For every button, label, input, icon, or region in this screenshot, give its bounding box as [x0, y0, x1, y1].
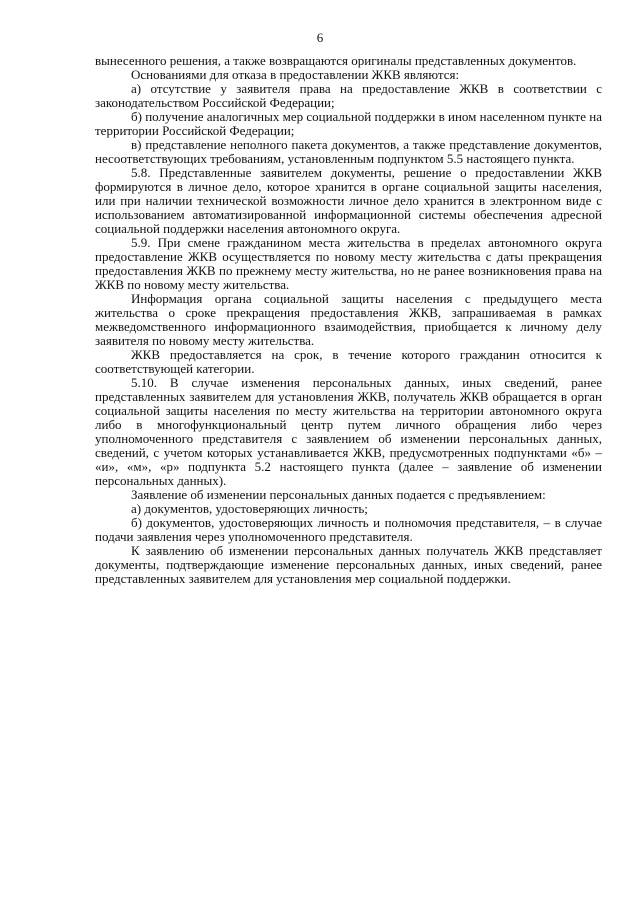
- paragraph: К заявлению об изменении персональных данных получатель ЖКВ представляет документы, подтверждающие изменение персональных данных, иных сведений, ранее представленных заявителем для установления мер социальной поддержки.: [95, 543, 602, 586]
- paragraph: б) получение аналогичных мер социальной поддержки в ином населенном пункте на территории Российской Федерации;: [95, 109, 602, 138]
- paragraph: а) отсутствие у заявителя права на предоставление ЖКВ в соответствии с законодательством Российской Федерации;: [95, 81, 602, 110]
- paragraph: вынесенного решения, а также возвращаются оригиналы представленных документов.: [95, 53, 577, 68]
- paragraph: Основаниями для отказа в предоставлении ЖКВ являются:: [131, 67, 460, 82]
- paragraph: Заявление об изменении персональных данных подается с предъявлением:: [131, 487, 546, 502]
- document-body: [95, 54, 602, 586]
- paragraph: 5.8. Представленные заявителем документы, решение о предоставлении ЖКВ формируются в личное дело, которое хранится в органе социальной защиты населения, или при наличии технической возможности личное дело хранится в электронном виде с использованием автоматизированной информационной системы обеспечения адресной социальной поддержки населения автономного округа.: [95, 165, 602, 236]
- paragraph: Информация органа социальной защиты населения с предыдущего места жительства о сроке прекращения предоставления ЖКВ, запрашиваемая в рамках межведомственного информационного взаимодействия, приобщается к личному делу заявителя по новому месту жительства.: [95, 291, 602, 348]
- paragraph: в) представление неполного пакета документов, а также представление документов, несоответствующих требованиям, установленным подпунктом 5.5 настоящего пункта.: [95, 137, 602, 166]
- paragraph: а) документов, удостоверяющих личность;: [131, 501, 368, 516]
- paragraph: 5.9. При смене гражданином места жительства в пределах автономного округа предоставление ЖКВ осуществляется по новому месту жительства с даты прекращения предоставления ЖКВ по прежнему месту жительства, но не ранее возникновения права на ЖКВ по новому месту жительства.: [95, 235, 602, 292]
- page-number: 6: [316, 30, 324, 45]
- paragraph: 5.10. В случае изменения персональных данных, иных сведений, ранее представленных заявителем для установления ЖКВ, получатель ЖКВ обращается в орган социальной защиты населения по месту жительства на территории автономного округа либо в многофункциональный центр путем личного обращения либо через уполномоченного представителя с заявлением об изменении персональных данных, сведений, с учетом которых устанавливается ЖКВ, предусмотренных подпунктами «б» – «и», «м», «р» подпункта 5.2 настоящего пункта (далее – заявление об изменении персональных данных).: [95, 375, 602, 488]
- paragraph: ЖКВ предоставляется на срок, в течение которого гражданин относится к соответствующей категории.: [95, 347, 602, 376]
- paragraph: б) документов, удостоверяющих личность и полномочия представителя, – в случае подачи заявления через уполномоченного представителя.: [95, 515, 602, 544]
